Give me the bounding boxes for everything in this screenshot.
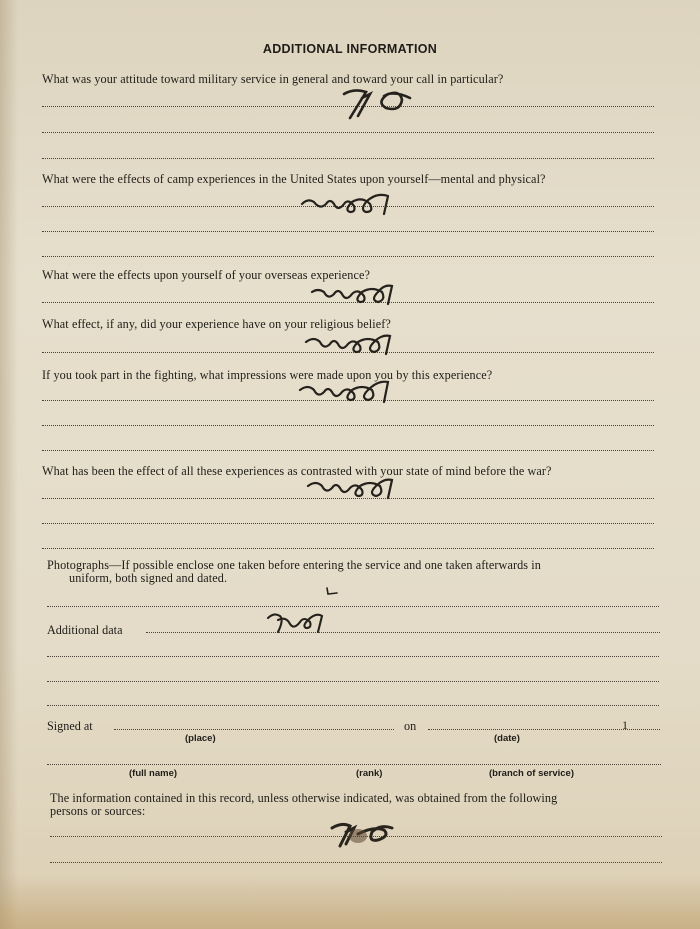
question-fighting-impressions: If you took part in the fighting, what impressions were made upon you by this experience? [42,368,493,382]
sources-text-line2: persons or sources: [50,804,146,818]
photographs-instruction [47,559,659,585]
sources-instruction [50,792,662,818]
signature-line[interactable] [47,764,661,765]
question-overseas-effects: What were the effects upon yourself of your overseas experience? [42,268,370,282]
handwritten-answer-religion [304,332,394,358]
answer-line[interactable] [42,231,654,232]
answer-line[interactable] [47,681,659,682]
answer-line[interactable] [42,523,654,524]
date-caption: (date) [494,733,520,744]
additional-data-line[interactable] [146,632,660,633]
answer-line[interactable] [42,450,654,451]
handwritten-answer-state-of-mind [306,476,396,502]
rank-caption: (rank) [356,768,383,779]
place-caption: (place) [185,733,216,744]
full-name-caption: (full name) [129,768,178,779]
answer-line[interactable] [47,656,659,657]
handwritten-check-mark [325,586,339,596]
handwritten-answer-attitude [340,84,430,124]
answer-line[interactable] [42,425,654,426]
signed-at-label: Signed at [47,719,93,733]
question-religious-belief: What effect, if any, did your experience have on your religious belief? [42,317,391,331]
answer-line[interactable] [42,158,654,159]
date-year-digit: 1 [622,718,628,732]
answer-line[interactable] [47,606,659,607]
photographs-text: Photographs—If possible enclose one taken before entering the service and one taken afterwards in [47,558,541,572]
handwritten-answer-fighting [298,378,393,406]
on-label: on [404,719,417,733]
form-heading: ADDITIONAL INFORMATION [262,42,438,56]
answer-line[interactable] [47,705,659,706]
handwritten-answer-sources [330,818,396,850]
page-stain-bottom [0,874,700,929]
question-state-of-mind: What has been the effect of all these experiences as contrasted with your state of mind before the war? [42,464,552,478]
handwritten-answer-overseas [310,282,395,308]
signed-place-line[interactable] [114,729,394,730]
answer-line[interactable] [50,862,662,863]
question-attitude: What was your attitude toward military service in general and toward your call in particular? [42,72,504,86]
answer-line[interactable] [42,256,654,257]
photographs-text-line2: uniform, both signed and dated. [69,571,228,585]
answer-line[interactable] [42,132,654,133]
handwritten-answer-additional [266,610,326,636]
page-shadow-left [0,0,18,929]
answer-line[interactable] [42,548,654,549]
additional-data-label: Additional data [47,623,123,637]
handwritten-answer-camp [300,190,395,220]
branch-caption: (branch of service) [489,768,574,779]
question-camp-effects: What were the effects of camp experiences in the United States upon yourself—mental and physical? [42,172,546,186]
sources-text: The information contained in this record, unless otherwise indicated, was obtained from the following [50,791,558,805]
